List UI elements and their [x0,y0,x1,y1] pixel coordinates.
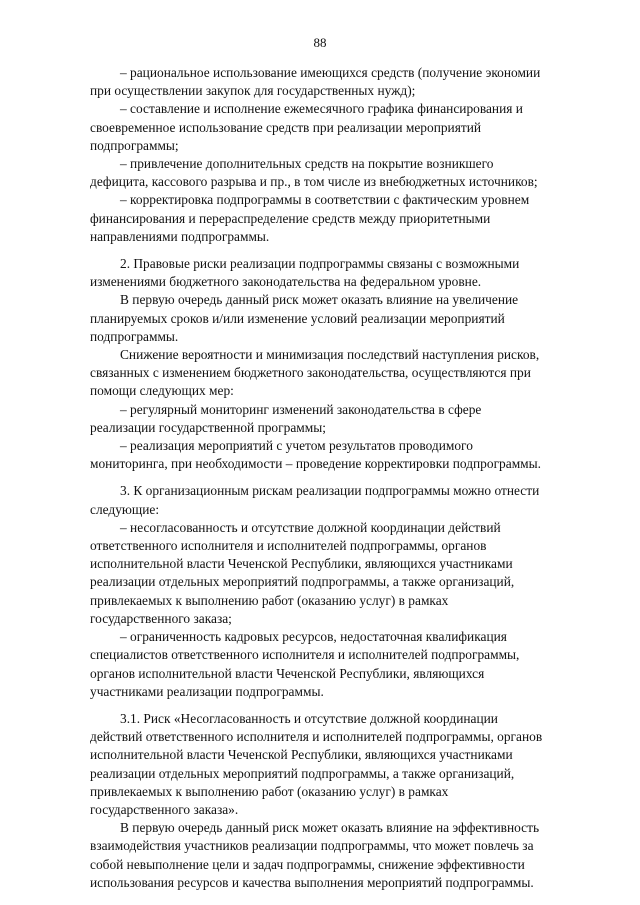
paragraph-additional-funds: – привлечение дополнительных средств на покрытие возникшего дефицита, кассового разрыва и пр., в том числе из внебюджетных источников; [90,156,538,190]
paragraph-inconsistency: – несогласованность и отсутствие должной координации действий ответственного исполнителя и исполнителей подпрограммы, органов исполнительной власти Чеченской Республики, являющихся участниками реализации отдельных мероприятий подпрограммы, а также организаций, привлекаемых к выполнению работ (оказанию услуг) в рамках государственного заказа; [90,519,515,626]
paragraph-economy: – рациональное использование имеющихся средств (получение экономии при осуществлении закупок для государственных нужд); [90,65,541,99]
page-number: 88 [313,35,327,50]
document-body [90,64,602,892]
paragraph-organizational-risks: 3. К организационным рискам реализации подпрограммы можно отнести следующие: [90,483,540,517]
paragraph-risk-reduction: Снижение вероятности и минимизация последствий наступления рисков, связанных с изменением бюджетного законодательства, осуществляются при помощи следующих мер: [90,347,540,399]
paragraph-risk-3-1: 3.1. Риск «Несогласованность и отсутствие должной координации действий ответственного исполнителя и исполнителей подпрограммы, органов исполнительной власти Чеченской Республики, являющихся участниками реализации отдельных мероприятий подпрограммы, а также организаций, привлекаемых к выполнению работ (оказанию услуг) в рамках государственного заказа». [90,710,543,817]
paragraph-legal-risk-impact: В первую очередь данный риск может оказать влияние на увеличение планируемых сроков и/или изменение условий реализации мероприятий подпрограммы. [90,292,519,344]
paragraph-staff-limits: – ограниченность кадровых ресурсов, недостаточная квалификация специалистов ответственного исполнителя и исполнителей подпрограммы, органов исполнительной власти Чеченской Республики, являющихся участниками реализации подпрограммы. [90,629,520,699]
paragraph-risk-3-1-impact: В первую очередь данный риск может оказать влияние на эффективность взаимодействия участников реализации подпрограммы, что может повлечь за собой невыполнение цели и задач подпрограммы, снижение эффективности использования ресурсов и качества выполнения мероприятий подпрограммы. [90,820,540,890]
paragraph-legal-risks: 2. Правовые риски реализации подпрограммы связаны с возможными изменениями бюджетного законодательства на федеральном уровне. [90,256,520,290]
paragraph-measures: – реализация мероприятий с учетом результатов проводимого мониторинга, при необходимости – проведение корректировки подпрограммы. [90,438,541,472]
paragraph-adjustment: – корректировка подпрограммы в соответствии с фактическим уровнем финансирования и перераспределение средств между приоритетными направлениями подпрограммы. [90,192,530,244]
paragraph-financing-schedule: – составление и исполнение ежемесячного графика финансирования и своевременное использование средств при реализации мероприятий подпрограммы; [90,101,523,153]
paragraph-monitoring: – регулярный мониторинг изменений законодательства в сфере реализации государственной программы; [90,401,482,435]
